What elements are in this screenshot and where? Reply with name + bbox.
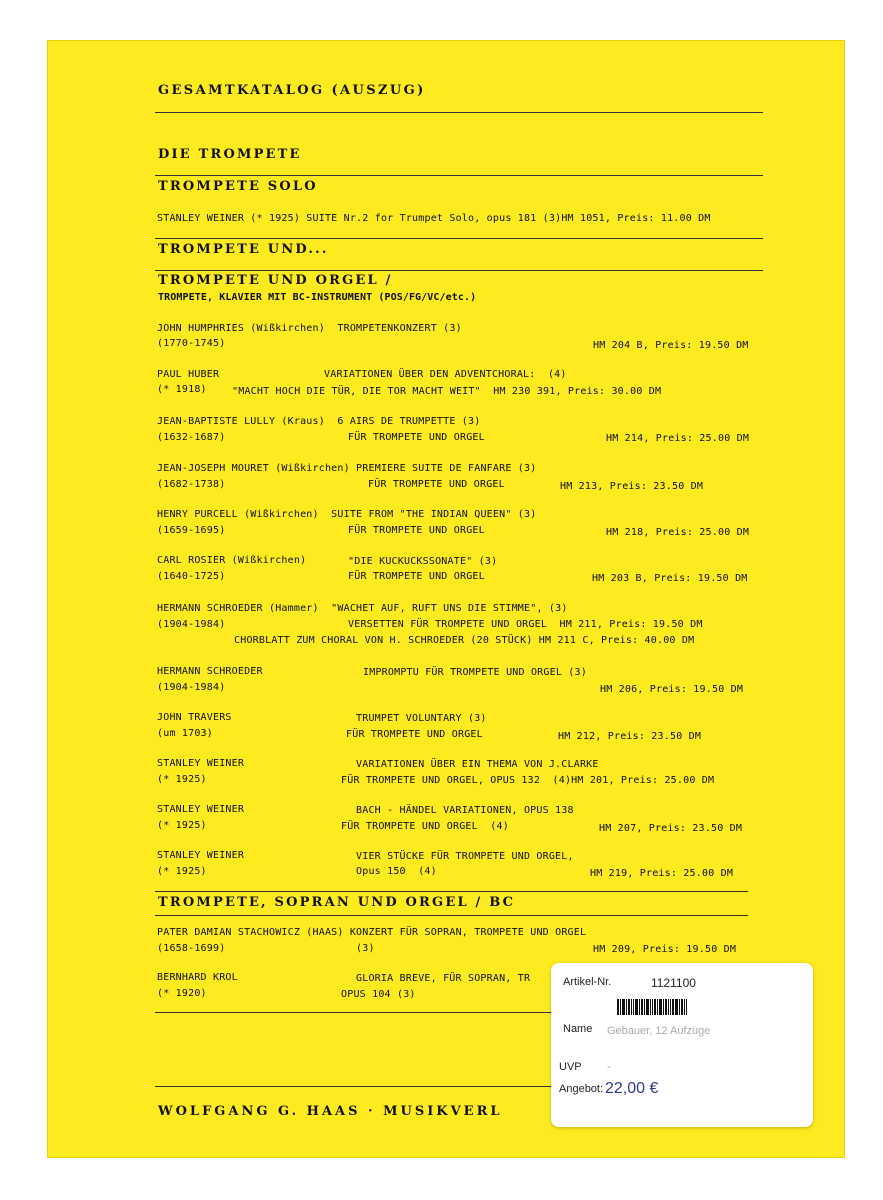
uvp-value: - [607,1061,611,1073]
entry-detail: VERSETTEN FÜR TROMPETE UND ORGEL HM 211, Preis: 19.50 DM [348,619,703,630]
entry-work: BACH - HÄNDEL VARIATIONEN, OPUS 138 [356,805,574,816]
entry-dates: (* 1918) [157,384,207,395]
entry-title: BERNHARD KROL [157,972,238,983]
divider [155,112,763,113]
entry-extra: CHORBLATT ZUM CHORAL VON H. SCHROEDER (20 STÜCK) HM 211 C, Preis: 40.00 DM [234,635,695,646]
uvp-label: UVP [559,1061,582,1073]
entry-work: VIER STÜCKE FÜR TROMPETE UND ORGEL, [356,851,574,862]
section-trompete-und: TROMPETE UND... [158,242,329,257]
section-trompete-solo: TROMPETE SOLO [158,179,318,194]
divider [155,270,763,271]
solo-entry: STANLEY WEINER (* 1925) SUITE Nr.2 for Trumpet Solo, opus 181 (3)HM 1051, Preis: 11.00 DM [157,213,711,224]
entry-title: HERMANN SCHROEDER [157,666,263,677]
catalog-header: GESAMTKATALOG (AUSZUG) [158,83,426,98]
name-label: Name [563,1023,593,1035]
divider [155,175,763,176]
entry-title: CARL ROSIER (Wißkirchen) [157,555,307,566]
entry-dates: (* 1925) [157,866,207,877]
entry-dates: (1632-1687) [157,432,226,443]
entry-title: JEAN-BAPTISTE LULLY (Kraus) 6 AIRS DE TRUMPETTE (3) [157,416,481,427]
entry-dates: (um 1703) [157,728,213,739]
artikel-label: Artikel-Nr. [563,976,612,988]
divider [155,1012,555,1013]
entry-work: TRUMPET VOLUNTARY (3) [356,713,487,724]
entry-work: VARIATIONEN ÜBER DEN ADVENTCHORAL: (4) [324,369,567,380]
entry-price: HM 213, Preis: 23.50 DM [560,481,704,492]
section-subtitle: TROMPETE, KLAVIER MIT BC-INSTRUMENT (POS/FG/VC/etc.) [158,292,477,303]
barcode-icon [617,999,699,1015]
entry-price: HM 207, Preis: 23.50 DM [599,823,743,834]
entry-title: STANLEY WEINER [157,804,245,815]
divider [155,238,763,239]
entry-dates: (* 1925) [157,774,207,785]
entry-title: PAUL HUBER [157,369,220,380]
section-trompete-sopran-orgel: TROMPETE, SOPRAN UND ORGEL / BC [158,895,516,910]
entry-dates: (1904-1984) [157,682,226,693]
entry-title: HENRY PURCELL (Wißkirchen) SUITE FROM "THE INDIAN QUEEN" (3) [157,509,537,520]
divider [155,1086,555,1087]
entry-dates: (* 1925) [157,820,207,831]
entry-detail: FÜR TROMPETE UND ORGEL [348,432,485,443]
angebot-label: Angebot: [559,1083,604,1095]
section-trompete-und-orgel: TROMPETE UND ORGEL / [158,273,393,288]
entry-price: HM 214, Preis: 25.00 DM [606,433,750,444]
entry-price: HM 209, Preis: 19.50 DM [593,944,737,955]
entry-detail: (3) [356,943,375,954]
entry-dates: (* 1920) [157,988,207,999]
entry-title: JOHN TRAVERS [157,712,232,723]
entry-title: STANLEY WEINER [157,850,245,861]
entry-dates: (1682-1738) [157,479,226,490]
entry-dates: (1659-1695) [157,525,226,536]
entry-detail: FÜR TROMPETE UND ORGEL [348,571,485,582]
entry-work: VARIATIONEN ÜBER EIN THEMA VON J.CLARKE [356,759,599,770]
entry-dates: (1770-1745) [157,338,226,349]
entry-detail: FÜR TROMPETE UND ORGEL [348,525,485,536]
entry-price: HM 203 B, Preis: 19.50 DM [592,573,748,584]
entry-title: PATER DAMIAN STACHOWICZ (HAAS) KONZERT FÜR SOPRAN, TROMPETE UND ORGEL [157,927,587,938]
entry-title: JEAN-JOSEPH MOURET (Wißkirchen) PREMIERE SUITE DE FANFARE (3) [157,463,537,474]
entry-work: GLORIA BREVE, FÜR SOPRAN, TR [356,973,531,984]
entry-detail: Opus 150 (4) [356,866,437,877]
entry-title: JOHN HUMPHRIES (Wißkirchen) TROMPETENKONZERT (3) [157,323,462,334]
section-die-trompete: DIE TROMPETE [158,147,302,162]
entry-price: HM 204 B, Preis: 19.50 DM [593,340,749,351]
entry-detail: OPUS 104 (3) [341,989,416,1000]
entry-dates: (1640-1725) [157,571,226,582]
entry-price: HM 206, Preis: 19.50 DM [600,684,744,695]
divider [155,891,748,892]
entry-price: HM 212, Preis: 23.50 DM [558,731,702,742]
entry-dates: (1658-1699) [157,943,226,954]
publisher-footer: WOLFGANG G. HAAS · MUSIKVERL [158,1104,503,1119]
entry-detail: FÜR TROMPETE UND ORGEL [346,729,483,740]
entry-work: "DIE KUCKUCKSSONATE" (3) [348,556,498,567]
entry-title: HERMANN SCHROEDER (Hammer) "WACHET AUF, RUFT UNS DIE STIMME", (3) [157,603,568,614]
entry-detail: FÜR TROMPETE UND ORGEL (4) [341,821,509,832]
entry-detail: FÜR TROMPETE UND ORGEL [368,479,505,490]
artikel-number: 1121100 [651,976,696,990]
entry-price: HM 218, Preis: 25.00 DM [606,527,750,538]
entry-title: STANLEY WEINER [157,758,245,769]
entry-price: HM 219, Preis: 25.00 DM [590,868,734,879]
price-label-sticker [551,963,813,1127]
entry-dates: (1904-1984) [157,619,226,630]
entry-work: IMPROMPTU FÜR TROMPETE UND ORGEL (3) [363,667,587,678]
angebot-price: 22,00 € [605,1080,659,1097]
divider [155,915,748,916]
entry-detail: "MACHT HOCH DIE TÜR, DIE TOR MACHT WEIT" HM 230 391, Preis: 30.00 DM [232,386,662,397]
entry-detail: FÜR TROMPETE UND ORGEL, OPUS 132 (4)HM 201, Preis: 25.00 DM [341,775,715,786]
name-value: Gebauer, 12 Aufzüge [607,1025,711,1037]
